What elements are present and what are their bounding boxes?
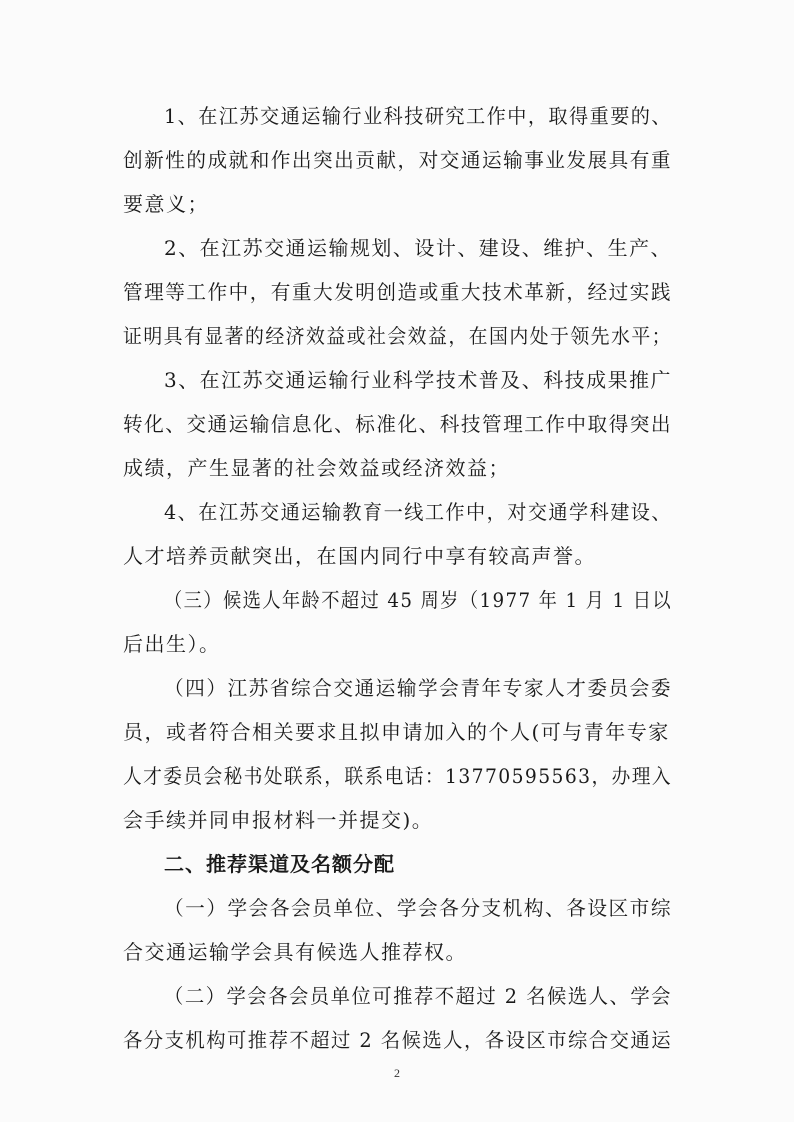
section-heading: 二、推荐渠道及名额分配 [164,852,395,876]
paragraph-line: （三）候选人年龄不超过 45 周岁（1977 年 1 月 1 日以 [164,588,673,612]
paragraph-line: 人才培养贡献突出，在国内同行中享有较高声誉。 [123,544,596,568]
paragraph-line: 管理等工作中，有重大发明创造或重大技术革新，经过实践 [123,280,672,304]
paragraph-line: 后出生）。 [123,632,221,656]
paragraph-line: 人才委员会秘书处联系，联系电话：13770595563，办理入 [123,764,673,788]
paragraph-line: 2、在江苏交通运输规划、设计、建设、维护、生产、 [164,236,673,260]
paragraph-line: （二）学会各会员单位可推荐不超过 2 名候选人、学会 [164,984,672,1008]
paragraph-line: （一）学会各会员单位、学会各分支机构、各设区市综 [164,896,673,920]
paragraph-line: 1、在江苏交通运输行业科技研究工作中，取得重要的、 [164,104,673,128]
paragraph-line: 要意义； [123,192,209,216]
paragraph-line: （四）江苏省综合交通运输学会青年专家人才委员会委 [164,676,673,700]
paragraph-line: 合交通运输学会具有候选人推荐权。 [123,940,467,964]
paragraph-line: 4、在江苏交通运输教育一线工作中，对交通学科建设、 [164,500,673,524]
page-number: 2 [394,1066,400,1080]
paragraph-line: 各分支机构可推荐不超过 2 名候选人，各设区市综合交通运 [123,1028,673,1052]
paragraph-line: 会手续并同申报材料一并提交)。 [123,808,434,832]
paragraph-line: 成绩，产生显著的社会效益或经济效益； [123,456,510,480]
paragraph-line: 创新性的成就和作出突出贡献，对交通运输事业发展具有重 [123,148,672,172]
paragraph-line: 转化、交通运输信息化、标准化、科技管理工作中取得突出 [123,412,672,436]
paragraph-line: 3、在江苏交通运输行业科学技术普及、科技成果推广 [164,368,673,392]
paragraph-line: 证明具有显著的经济效益或社会效益，在国内处于领先水平； [123,324,672,348]
paragraph-line: 员，或者符合相关要求且拟申请加入的个人(可与青年专家 [123,720,670,744]
